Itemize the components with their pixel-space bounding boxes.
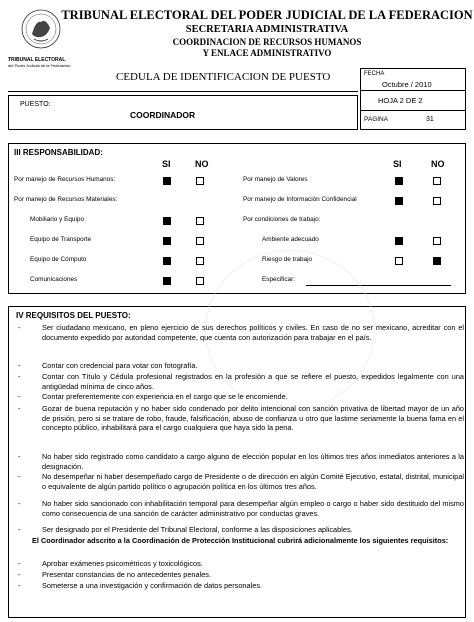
- requisito-text: Contar preferentemente con experiencia en el cargo que se le encomiende.: [42, 392, 288, 401]
- responsabilidad-left-label: Equipo de Cómputo: [30, 256, 87, 263]
- requisito-text: Contar con Título y Cédula profesional registrados en la profesión a que se refiere el puesto, expedidos legalmente con una antigüedad mínima de cinco años.: [42, 372, 464, 391]
- no-checkbox[interactable]: [196, 217, 204, 225]
- bullet-dash: -: [18, 525, 21, 534]
- bullet-dash: -: [18, 323, 21, 332]
- bullet-dash: -: [18, 559, 21, 568]
- si-header-left: SI: [162, 159, 171, 169]
- responsabilidad-right-label: Especificar:: [262, 276, 296, 283]
- puesto-value: COORDINADOR: [130, 110, 196, 120]
- fecha-value: Octubre / 2010: [382, 80, 432, 89]
- document-title: CEDULA DE IDENTIFICACION DE PUESTO: [116, 71, 331, 83]
- responsabilidad-right-label: Por manejo de Información Confidencial: [243, 196, 357, 203]
- bullet-dash: -: [18, 570, 21, 579]
- puesto-label: PUESTO:: [20, 101, 51, 108]
- requisito-text: No haber sido registrado como candidato a cargo alguno de elección popular en los últimos tres años inmediatos anteriores a la designación.: [42, 452, 464, 471]
- responsabilidad-left-label: Equipo de Transporte: [30, 236, 92, 243]
- responsabilidad-left-label: Por manejo de Recursos Humanos:: [14, 176, 116, 183]
- requisito-extra-text: Aprobar exámenes psicométricos y toxicológicos.: [42, 559, 203, 568]
- si-header-right: SI: [393, 159, 402, 169]
- no-header-left: NO: [195, 159, 209, 169]
- meta-divider-1: [360, 90, 466, 91]
- header-title-1: TRIBUNAL ELECTORAL DEL PODER JUDICIAL DE LA FEDERACION: [61, 8, 473, 22]
- header-title-2: SECRETARIA ADMINISTRATIVA: [185, 24, 349, 35]
- bullet-dash: -: [18, 472, 21, 481]
- bullet-dash: -: [18, 499, 21, 508]
- bullet-dash: -: [18, 372, 21, 381]
- meta-divider-2: [360, 110, 466, 111]
- requisito-extra-text: Presentar constancias de no antecedentes penales.: [42, 570, 212, 579]
- no-checkbox[interactable]: [433, 257, 441, 265]
- pagina-label: PAGINA: [364, 116, 389, 123]
- bullet-dash: -: [18, 452, 21, 461]
- requisito-text: No desempeñar ni haber desempeñado cargo de Presidente o de dirección en algún Comité Ejecutivo, estatal, distrital, municipal o equivalente de algún partido político o agrupación política en los últimos tres años.: [42, 472, 464, 491]
- requisito-text: Gozar de buena reputación y no haber sido condenado por delito intencional con sanción privativa de libertad mayor de un año de prisión, pero si se tratare de robo, fraude, falsificación, abuso de confianza u otro que lastime seriamente la buena fama en el concepto público, inhabilitará para el cargo cualquiera que haya sido la pena.: [42, 404, 464, 432]
- no-checkbox[interactable]: [196, 257, 204, 265]
- si-checkbox[interactable]: [163, 217, 171, 225]
- requisitos-note: El Coordinador adscrito a la Coordinación de Protección Institucional cubrirá adicionalmente los siguientes requisitos:: [32, 536, 449, 545]
- responsabilidad-right-label: Por condiciones de trabajo:: [243, 216, 321, 223]
- no-checkbox[interactable]: [196, 177, 204, 185]
- requisito-text: Contar con credencial para votar con fotografía.: [42, 361, 198, 370]
- pagina-value: 31: [426, 116, 434, 123]
- bullet-dash: -: [18, 404, 21, 413]
- seal-caption-2: del Poder Judicial de la Federación: [8, 63, 71, 68]
- si-checkbox[interactable]: [395, 197, 403, 205]
- bullet-dash: -: [18, 361, 21, 370]
- si-checkbox[interactable]: [395, 177, 403, 185]
- si-checkbox[interactable]: [395, 237, 403, 245]
- responsabilidad-right-label: Riesgo de trabajo: [262, 256, 313, 263]
- no-checkbox[interactable]: [196, 277, 204, 285]
- requisito-text: Ser designado por el Presidente del Tribunal Electoral, conforme a las disposiciones aplicables.: [42, 525, 353, 534]
- requisito-text: Ser ciudadano mexicano, en pleno ejercicio de sus derechos políticos y civiles. En caso de no ser mexicano, acreditar con el documento expedido por autoridad competente, que cuenta con autorización para trabajar en el país.: [42, 323, 464, 342]
- hoja-label: HOJA 2 DE 2: [378, 96, 423, 105]
- no-header-right: NO: [431, 159, 445, 169]
- bullet-dash: -: [18, 392, 21, 401]
- seal-caption-1: TRIBUNAL ELECTORAL: [8, 57, 66, 63]
- si-checkbox[interactable]: [163, 177, 171, 185]
- si-checkbox[interactable]: [395, 257, 403, 265]
- no-checkbox[interactable]: [196, 237, 204, 245]
- requisitos-title: IV REQUISITOS DEL PUESTO:: [16, 311, 131, 320]
- responsabilidad-title: III RESPONSABILIDAD:: [14, 148, 103, 157]
- requisito-extra-text: Someterse a una investigación y confirmación de datos personales.: [42, 581, 263, 590]
- bullet-dash: -: [18, 581, 21, 590]
- no-checkbox[interactable]: [433, 237, 441, 245]
- fecha-label: FECHA: [364, 71, 385, 77]
- header-title-3: COORDINACION DE RECURSOS HUMANOS: [172, 37, 362, 47]
- responsabilidad-left-label: Por manejo de Recursos Materiales:: [14, 196, 118, 203]
- responsabilidad-right-label: Por manejo de Valores: [243, 176, 308, 183]
- requisito-text: No haber sido sancionado con inhabilitación temporal para desempeñar algún empleo o cargo o haber sido destituido del mismo como consecuencia de una sanción de carácter administrativo por conductas graves.: [42, 499, 464, 518]
- si-checkbox[interactable]: [163, 257, 171, 265]
- no-checkbox[interactable]: [433, 197, 441, 205]
- title-underline: [8, 91, 358, 92]
- si-checkbox[interactable]: [163, 237, 171, 245]
- no-checkbox[interactable]: [433, 177, 441, 185]
- si-checkbox[interactable]: [163, 277, 171, 285]
- responsabilidad-left-label: Comunicaciones: [30, 276, 78, 283]
- header-title-4: Y ENLACE ADMINISTRATIVO: [202, 48, 332, 58]
- responsabilidad-right-label: Ambiente adecuado: [262, 236, 319, 243]
- responsabilidad-left-label: Mobiliario y Equipo: [30, 216, 84, 223]
